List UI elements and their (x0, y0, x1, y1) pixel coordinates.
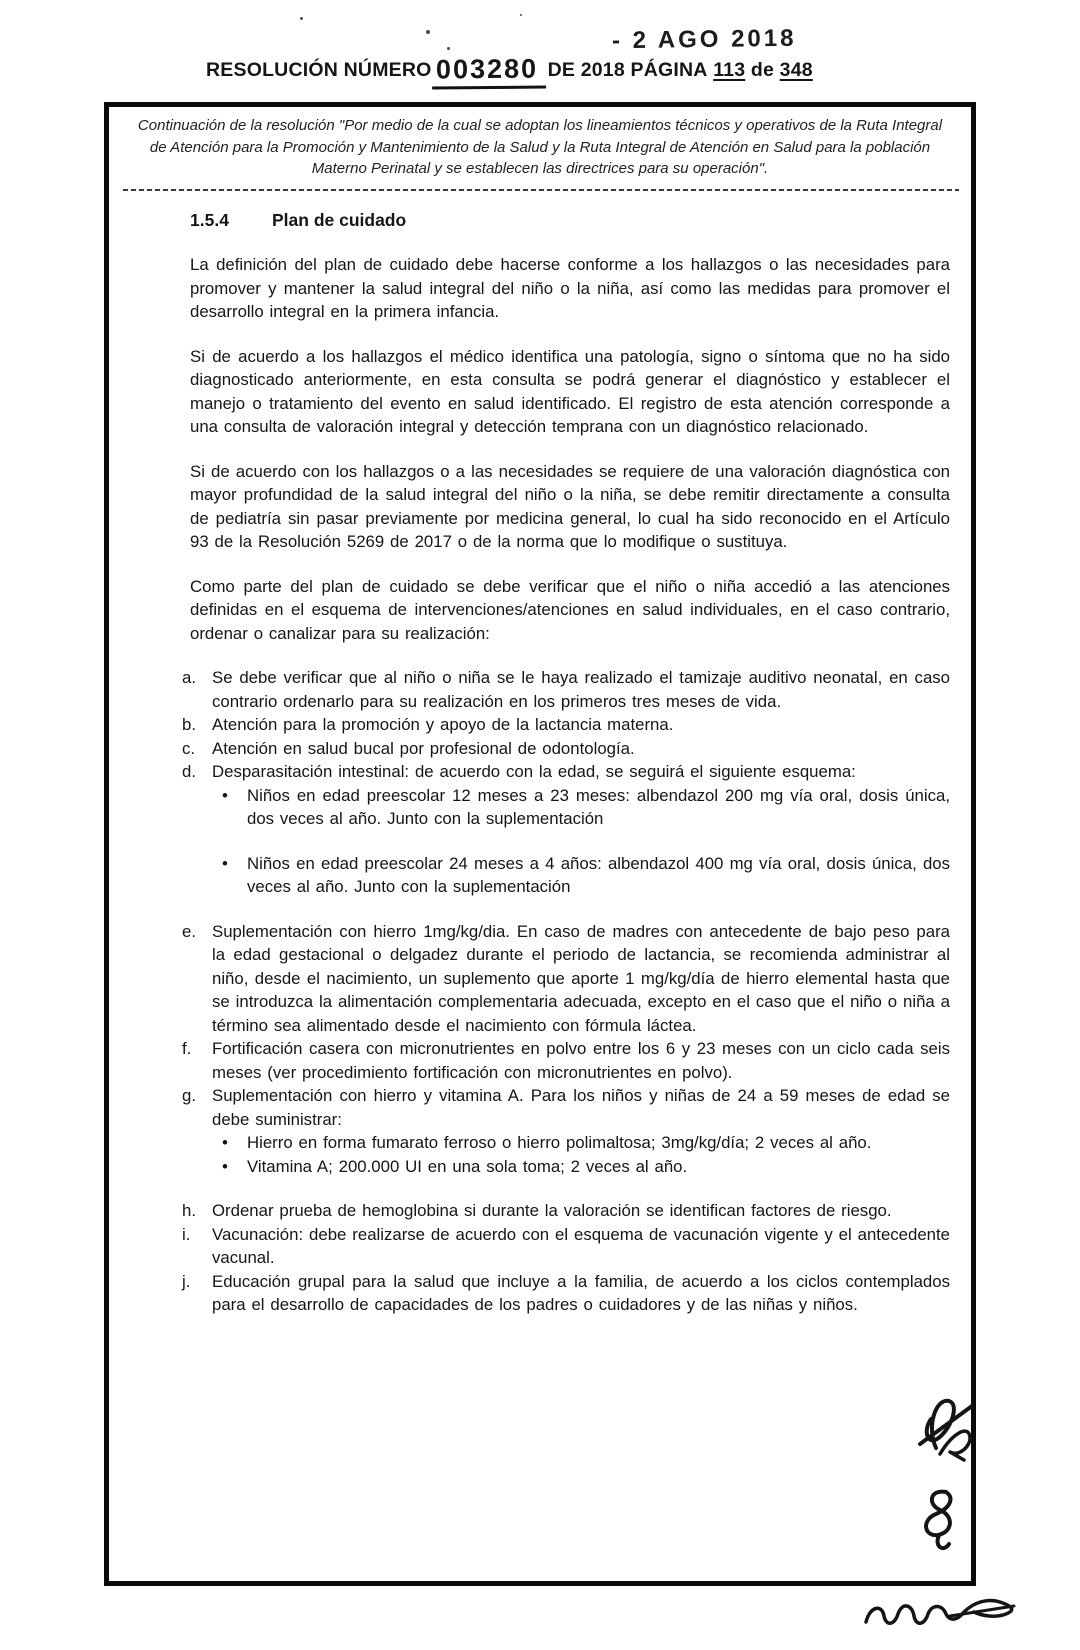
page-total: 348 (779, 59, 813, 81)
list-item-j (182, 1270, 950, 1317)
list-item-e (182, 920, 950, 1038)
list-item-label: f. (182, 1039, 192, 1058)
handwritten-initials-icon (906, 1386, 998, 1576)
page-current: 113 (713, 59, 746, 81)
list-item-text: Suplementación con hierro y vitamina A. Para los niños y niñas de 24 a 59 meses de edad se debe suministrar: (212, 1086, 950, 1129)
list-item-text: Atención para la promoción y apoyo de la lactancia materna. (212, 715, 674, 734)
list-item-label: a. (182, 668, 196, 687)
list-item-label: h. (182, 1201, 196, 1220)
handwritten-signature-icon (854, 1580, 1029, 1638)
list-item-b (182, 713, 950, 737)
scan-artifact-dot (426, 30, 430, 34)
list-item-text: Atención en salud bucal por profesional de odontología. (212, 738, 635, 758)
bullet-dot: • (222, 1156, 228, 1176)
bullet-text: Vitamina A; 200.000 UI en una sola toma; 2 veces al año. (247, 1156, 688, 1176)
bullet-dot: • (222, 785, 228, 805)
bullet-text: Hierro en forma fumarato ferroso o hierro polimaltosa; 3mg/kg/día; 2 veces al año. (247, 1133, 872, 1152)
list-item-text: Ordenar prueba de hemoglobina si durante la valoración se identifican factores de riesgo. (212, 1201, 892, 1220)
list-item-body (212, 1084, 950, 1178)
list-item-label: b. (182, 715, 196, 734)
section-heading (190, 209, 950, 233)
paragraph: Si de acuerdo con los hallazgos o a las necesidades se requiere de una valoración diagnóstica con mayor profundidad de la salud integral del niño o la niña, se debe remitir directamente a consulta de pediatría sin pasar previamente por medicina general, lo cual ha sido reconocido en el Artículo 93 de la Resolución 5269 de 2017 o de la norma que lo modifique o sustituya. (190, 461, 950, 551)
paragraph: Si de acuerdo a los hallazgos el médico identifica una patología, signo o síntoma que no ha sido diagnosticado anteriormente, en esta consulta se podrá generar el diagnóstico y establecer el manejo o tratamiento del evento en salud identificado. El registro de esta atención corresponde a una consulta de valoración integral y detección temprana con un diagnóstico relacionado. (190, 346, 950, 436)
list-item-text: Fortificación casera con micronutrientes en polvo entre los 6 y 23 meses con un ciclo cada seis meses (ver procedimiento fortificación con micronutrientes en polvo). (212, 1039, 950, 1082)
list-item-label: j. (182, 1271, 191, 1291)
list-item-d (182, 760, 950, 899)
list-item-i (182, 1223, 950, 1270)
bullet-item (222, 784, 950, 831)
list-item-label: e. (182, 921, 196, 941)
bullet-text: Niños en edad preescolar 24 meses a 4 años: albendazol 400 mg vía oral, dosis única, dos veces al año. Junto con la suplementación (247, 853, 950, 896)
scan-artifact-dot (520, 14, 522, 16)
bullet-item (222, 1131, 950, 1155)
date-stamp: - 2 AGO 2018 (611, 24, 797, 55)
section-title: Plan de cuidado (272, 209, 407, 230)
list-item-text: Desparasitación intestinal: de acuerdo con la edad, se seguirá el siguiente esquema: (212, 762, 856, 781)
list-item-a (182, 666, 950, 713)
list-item-g (182, 1084, 950, 1178)
list-item-h (182, 1199, 950, 1223)
list-item-label: g. (182, 1086, 196, 1105)
list-item-text: Educación grupal para la salud que incluye a la familia, de acuerdo a los ciclos contemplados para el desarrollo de capacidades de los padres o cuidadores y de las niñas y niños. (212, 1271, 950, 1314)
headline-mid: DE 2018 PÁGINA (547, 59, 708, 81)
list-item-text: Se debe verificar que al niño o niña se le haya realizado el tamizaje auditivo neonatal, en caso contrario ordenarlo para su realización en los primeros tres meses de vida. (212, 668, 950, 711)
list-item-label: d. (182, 762, 196, 781)
list-item-text: Suplementación con hierro 1mg/kg/dia. En caso de madres con antecedente de bajo peso para la edad gestacional o delgadez durante el periodo de lactancia, se recomienda administrar al niño, desde el nacimiento, un suplemento que aporte 1 mg/kg/día de hierro elemental hasta que se introduzca la alimentación complementaria adecuada, excepto en el caso que el niño o niña a término sea alimentado desde el nacimiento con fórmula láctea. (212, 921, 950, 1035)
page-headline (206, 52, 813, 87)
list-item-body (212, 760, 950, 899)
bullet-item (222, 1155, 950, 1179)
bullet-text: Niños en edad preescolar 12 meses a 23 meses: albendazol 200 mg vía oral, dosis única, dos veces al año. Junto con la suplementación (247, 785, 950, 828)
lettered-list (182, 666, 950, 1317)
list-item-c (182, 737, 950, 761)
bullet-dot: • (222, 853, 228, 873)
scan-artifact-dot (300, 17, 303, 20)
list-item-f (182, 1037, 950, 1084)
page-connector: de (750, 59, 775, 81)
paragraph: La definición del plan de cuidado debe hacerse conforme a los hallazgos o las necesidades para promover y mantener la salud integral del niño o la niña, así como las medidas para promover el desarrollo integral en la primera infancia. (190, 255, 950, 321)
list-item-label: c. (182, 738, 196, 758)
bullet-item (222, 852, 950, 899)
list-item-text: Vacunación: debe realizarse de acuerdo con el esquema de vacunación vigente y el antecedente vacunal. (212, 1224, 950, 1267)
section-number: 1.5.4 (190, 209, 229, 230)
headline-prefix: RESOLUCIÓN NÚMERO (206, 59, 432, 81)
continuation-note: Continuación de la resolución "Por medio de la cual se adoptan los lineamientos técnicos y operativos de la Ruta Integral de Atención para la Promoción y Mantenimiento de la Salud y la Ruta Integral de Atención en Salud para la población Materno Perinatal y se establecen las directrices para su operación". (137, 117, 943, 177)
resolution-number-stamp: 003280 (431, 54, 545, 90)
paragraph: Como parte del plan de cuidado se debe verificar que el niño o niña accedió a las atenciones definidas en el esquema de intervenciones/atenciones en salud individuales, en el caso contrario, ordenar o canalizar para su realización: (190, 576, 950, 643)
document-frame (104, 102, 976, 1586)
scan-artifact-dot (447, 47, 450, 50)
document-content (109, 191, 971, 1317)
list-item-label: i. (182, 1224, 191, 1244)
bullet-dot: • (222, 1133, 228, 1152)
